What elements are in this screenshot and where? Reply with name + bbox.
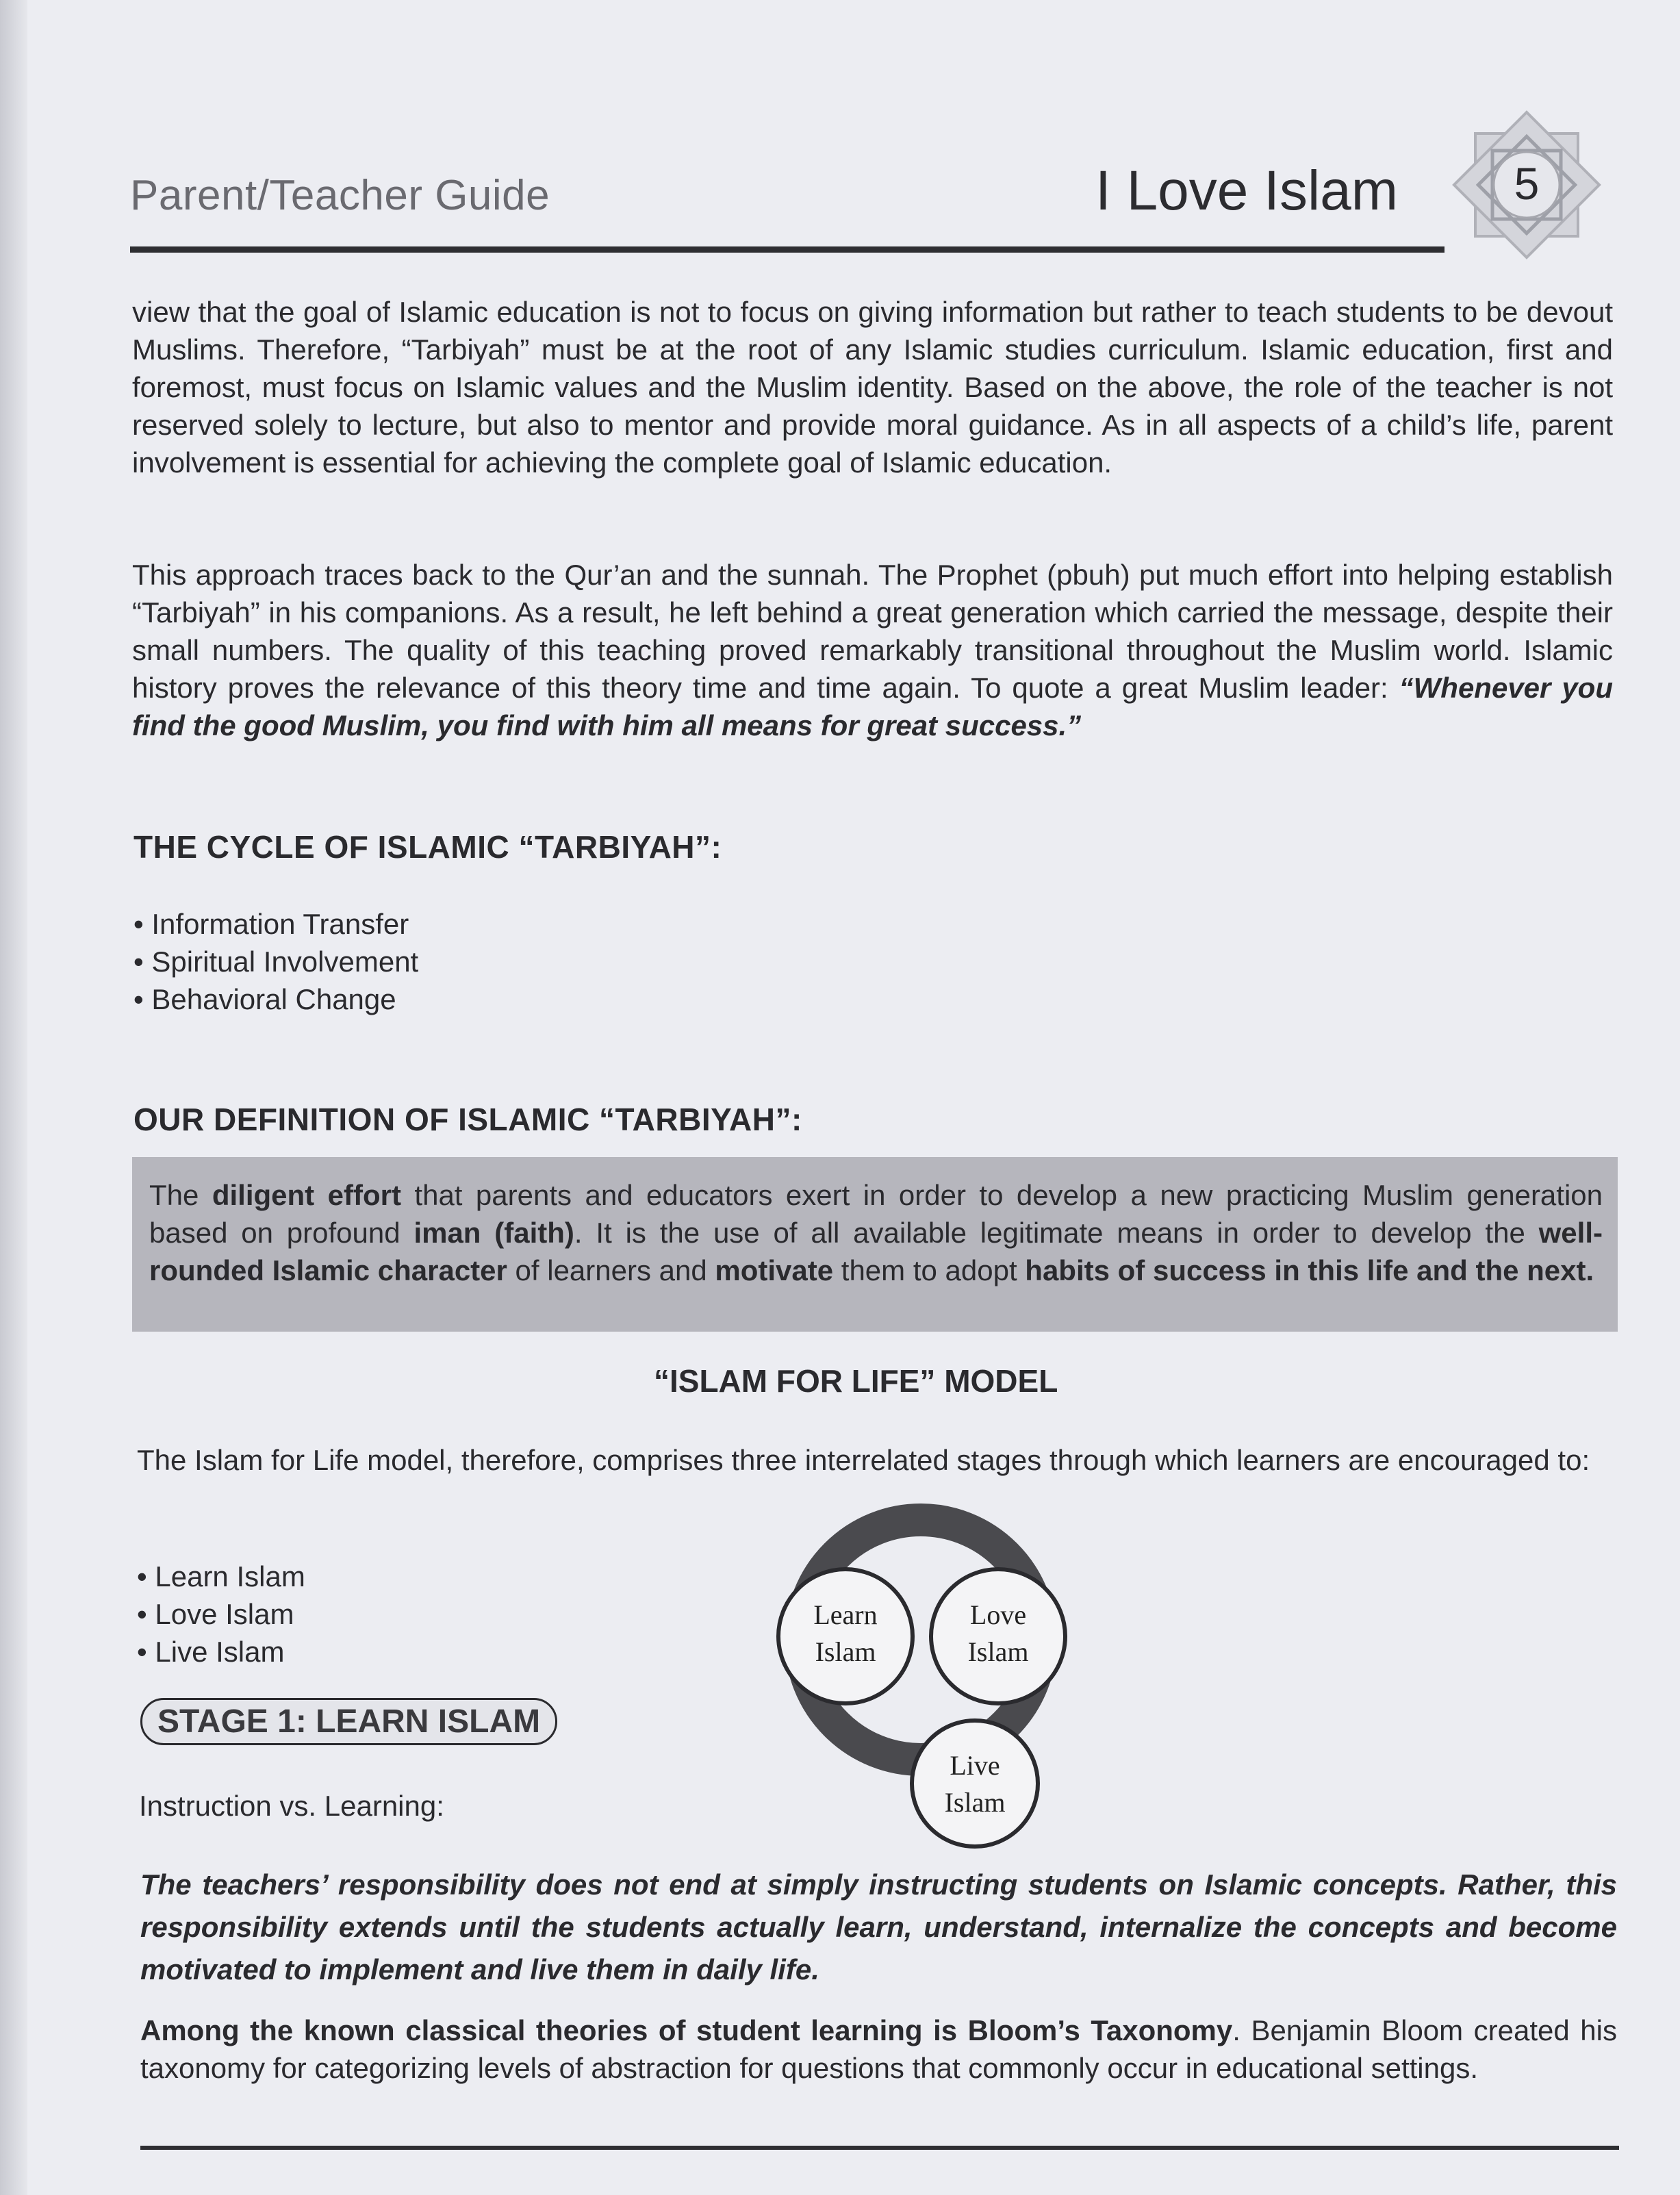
node-label: Islam — [944, 1787, 1006, 1818]
definition-emphasis: diligent effort — [212, 1179, 401, 1211]
teacher-responsibility-statement: The teachers’ responsibility does not end at simply instructing students on Islamic concepts. Rather, this responsibility extends until the students actually learn, understand, internalize the concepts and become motivated to implement and live them in daily life. — [140, 1868, 1617, 1985]
definition-part: them to adopt — [833, 1254, 1026, 1286]
approach-paragraph — [132, 556, 1613, 744]
definition-emphasis: habits of success in this life and the next. — [1025, 1254, 1594, 1286]
stage-1-label: STAGE 1: LEARN ISLAM — [140, 1698, 557, 1745]
live-islam-node — [906, 1747, 1043, 1821]
list-item: • Spiritual Involvement — [133, 943, 418, 980]
cycle-heading: THE CYCLE OF ISLAMIC “TARBIYAH”: — [133, 829, 722, 865]
bloom-emphasis: Among the known classical theories of student learning is Bloom’s Taxonomy — [140, 2014, 1233, 2046]
love-islam-node — [930, 1597, 1067, 1671]
list-item: • Behavioral Change — [133, 980, 418, 1018]
definition-part: . It is the use of all available legitimate means in order to develop the — [574, 1217, 1539, 1249]
bloom-text: . Benjamin Bloom created his taxonomy for categorizing levels of abstraction for questions that commonly occur in educational settings. — [140, 2014, 1617, 2084]
approach-text: This approach traces back to the Qur’an and the sunnah. The Prophet (pbuh) put much effort into helping establish “Tarbiyah” in his companions. As a result, he left behind a great generation which carried the message, despite their small numbers. The quality of this teaching proved remarkably transitional throughout the Muslim world. Islamic history proves the relevance of this theory time and time again. To quote a great Muslim leader: — [132, 559, 1613, 704]
definition-part: that parents and educators exert in order to develop a new practicing Muslim generation based on profound — [149, 1179, 1603, 1249]
footer-divider — [140, 2146, 1619, 2150]
model-stage-list — [137, 1558, 305, 1671]
node-label: Love — [969, 1599, 1027, 1630]
list-item: • Learn Islam — [137, 1558, 305, 1595]
definition-part: of learners and — [507, 1254, 715, 1286]
list-item: • Live Islam — [137, 1633, 305, 1671]
definition-emphasis: iman (faith) — [413, 1217, 574, 1249]
header-book-title: I Love Islam — [1095, 160, 1399, 222]
learn-islam-node — [777, 1597, 914, 1671]
definition-text — [149, 1176, 1603, 1289]
model-title: “ISLAM FOR LIFE” MODEL — [654, 1363, 1058, 1399]
definition-emphasis: well-rounded Islamic character — [149, 1217, 1603, 1286]
definition-emphasis: motivate — [715, 1254, 834, 1286]
page-spine-shadow — [0, 0, 27, 2195]
intro-paragraph: view that the goal of Islamic education is not to focus on giving information but rather to teach students to be devout Muslims. Therefore, “Tarbiyah” must be at the root of any Islamic studies curriculum. Islamic education, first and foremost, must focus on Islamic values and the Muslim identity. Based on the above, the role of the teacher is not reserved solely to lecture, but also to mentor and provide moral guidance. As in all aspects of a child’s life, parent involvement is essential for achieving the complete goal of Islamic education. — [132, 296, 1613, 479]
list-item: • Love Islam — [137, 1595, 305, 1633]
node-label: Learn — [813, 1599, 878, 1630]
model-intro: The Islam for Life model, therefore, comprises three interrelated stages through which learners are encouraged to: — [137, 1444, 1590, 1476]
node-label: Islam — [967, 1636, 1029, 1667]
stage-1-subheading: Instruction vs. Learning: — [139, 1790, 444, 1822]
page-number: 5 — [1514, 158, 1540, 209]
header-guide-title: Parent/Teacher Guide — [130, 172, 550, 219]
header-divider — [130, 246, 1444, 253]
cycle-list — [133, 905, 418, 1018]
leader-quote: “Whenever you find the good Muslim, you find with him all means for great success.” — [132, 672, 1613, 741]
node-label: Live — [950, 1750, 1000, 1781]
node-label: Islam — [815, 1636, 876, 1667]
definition-part: The — [149, 1179, 212, 1211]
definition-heading: OUR DEFINITION OF ISLAMIC “TARBIYAH”: — [133, 1102, 802, 1137]
bloom-paragraph — [140, 2012, 1617, 2087]
list-item: • Information Transfer — [133, 905, 418, 943]
